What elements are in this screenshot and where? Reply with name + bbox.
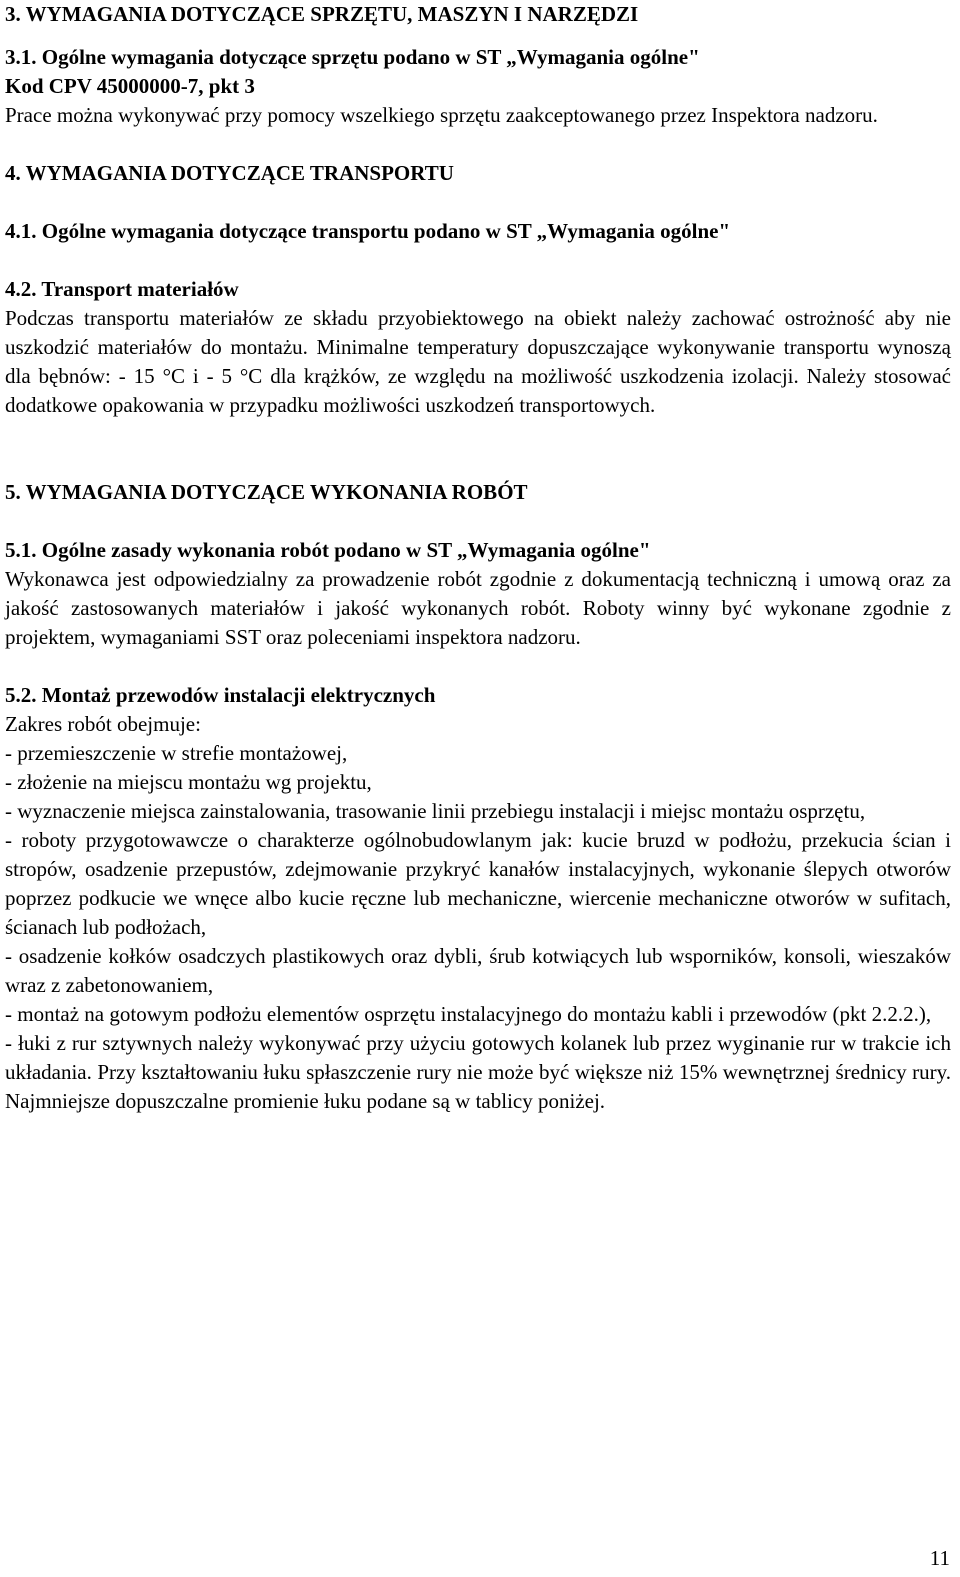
section-5-heading: 5. WYMAGANIA DOTYCZĄCE WYKONANIA ROBÓT <box>5 480 528 504</box>
section-3-1-heading-line2: Kod CPV 45000000-7, pkt 3 <box>5 74 255 98</box>
section-4-2-text: Podczas transportu materiałów ze składu przyobiektowego na obiekt należy zachować ostrożność aby nie uszkodzić materiałów do montażu. Minimalne temperatury dopuszczające wykonywanie transportu wynoszą dla bębnów: - 15 °C i - 5 °C dla krążków, ze względu na możliwość uszkodzenia izolacji. Należy stosować dodatkowe opakowania w przypadku możliwości uszkodzeń transportowych. <box>5 306 951 417</box>
page-number: 11 <box>929 1546 950 1570</box>
document-page <box>5 0 951 1116</box>
section-3-heading: 3. WYMAGANIA DOTYCZĄCE SPRZĘTU, MASZYN I NARZĘDZI <box>5 2 639 26</box>
list-item: - przemieszczenie w strefie montażowej, <box>5 741 348 765</box>
list-item: - roboty przygotowawcze o charakterze ogólnobudowlanym jak: kucie bruzd w podłożu, przekucia ścian i stropów, osadzenie przepustów, zdejmowanie przykryć kanałów instalacyjnych, wykonanie ślepych otworów poprzez podkucie we wnęce albo kucie ręczne lub mechaniczne, wiercenie mechaniczne otworów w sufitach, ścianach lub podłożach, <box>5 828 951 939</box>
list-item: - wyznaczenie miejsca zainstalowania, trasowanie linii przebiegu instalacji i miejsc montażu osprzętu, <box>5 799 866 823</box>
section-3-1-text: Prace można wykonywać przy pomocy wszelkiego sprzętu zaakceptowanego przez Inspektora nadzoru. <box>5 103 878 127</box>
section-5-2-intro: Zakres robót obejmuje: <box>5 712 201 736</box>
list-item: - łuki z rur sztywnych należy wykonywać przy użyciu gotowych kolanek lub przez wyginanie rur w trakcie ich układania. Przy kształtowaniu łuku spłaszczenie rury nie może być większe niż 15% wewnętrznej średnicy rury. Najmniejsze dopuszczalne promienie łuku podane są w tablicy poniżej. <box>5 1031 951 1113</box>
section-4-1-heading: 4.1. Ogólne wymagania dotyczące transportu podano w ST „Wymagania ogólne" <box>5 219 731 243</box>
section-3-1-heading-line1: 3.1. Ogólne wymagania dotyczące sprzętu podano w ST „Wymagania ogólne" <box>5 45 700 69</box>
list-item: - osadzenie kołków osadczych plastikowych oraz dybli, śrub kotwiących lub wsporników, konsoli, wieszaków wraz z zabetonowaniem, <box>5 944 951 997</box>
section-5-2-heading: 5.2. Montaż przewodów instalacji elektrycznych <box>5 683 436 707</box>
section-4-2-heading: 4.2. Transport materiałów <box>5 277 239 301</box>
list-item: - złożenie na miejscu montażu wg projektu, <box>5 770 372 794</box>
section-5-1-text: Wykonawca jest odpowiedzialny za prowadzenie robót zgodnie z dokumentacją techniczną i umową oraz za jakość zastosowanych materiałów i jakość wykonanych robót. Roboty winny być wykonane zgodnie z projektem, wymaganiami SST oraz poleceniami inspektora nadzoru. <box>5 567 951 649</box>
list-item: - montaż na gotowym podłożu elementów osprzętu instalacyjnego do montażu kabli i przewodów (pkt 2.2.2.), <box>5 1002 932 1026</box>
section-4-heading: 4. WYMAGANIA DOTYCZĄCE TRANSPORTU <box>5 161 454 185</box>
section-5-1-heading: 5.1. Ogólne zasady wykonania robót podano w ST „Wymagania ogólne" <box>5 538 651 562</box>
